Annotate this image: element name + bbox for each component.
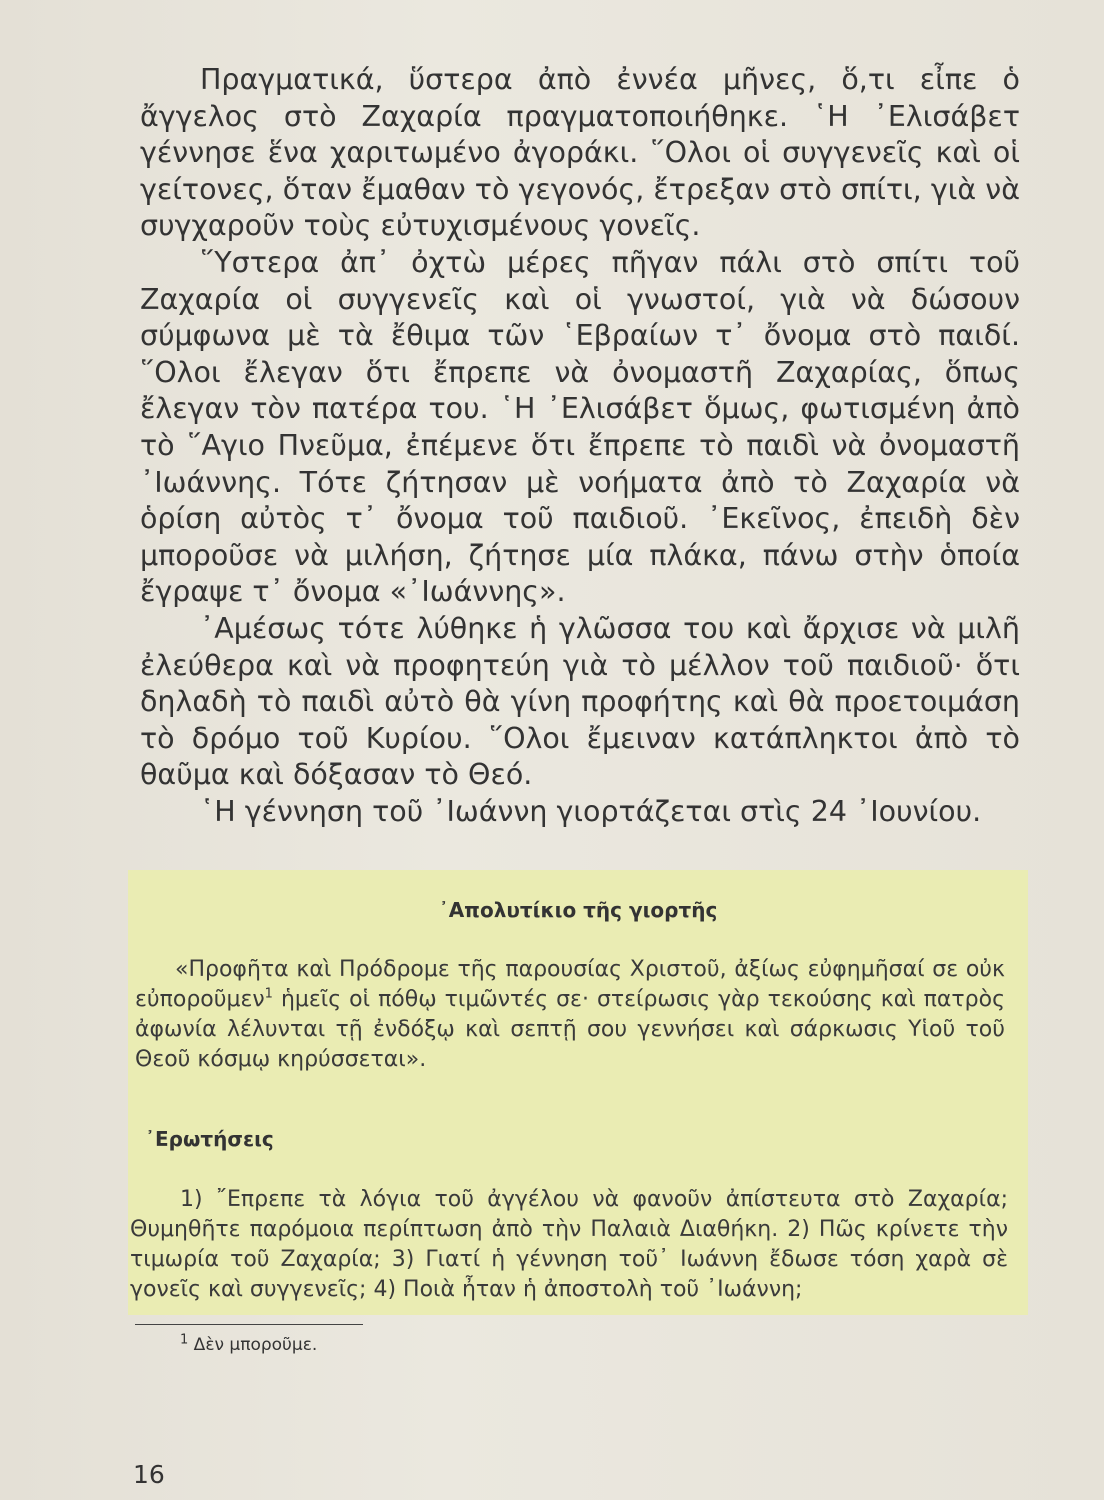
paragraph-feast-date: ῾Η γέννηση τοῦ ᾿Ιωάννη γιορτάζεται στὶς 24 ᾿Ιουνίου. [200,794,982,828]
questions-paragraph: 1) ῎Επρεπε τὰ λόγια τοῦ ἀγγέλου νὰ φανοῦν ἀπίστευτα στὸ Ζαχαρία; Θυμηθῆτε παρόμοια περίπτωση ἀπὸ τὴν Παλαιὰ Διαθήκη. 2) Πῶς κρίνετε τὴν τιμωρία τοῦ Ζαχαρία; 3) Γιατί ἡ γέννηση τοῦ᾿ Ιωάννη ἔδωσε τόση χαρὰ σὲ γονεῖς καὶ συγγενεῖς; 4) Ποιὰ ἦταν ἡ ἀποστολὴ τοῦ ᾿Ιωάννη; [130,1187,1008,1302]
main-text [140,62,1020,830]
page-number: 16 [133,1460,165,1489]
footnote-text: Δὲν μποροῦμε. [188,1335,318,1355]
paragraph-prophecy: ᾿Αμέσως τότε λύθηκε ἡ γλῶσσα του καὶ ἄρχισε νὰ μιλῆ ἐλεύθερα καὶ νὰ προφητεύη γιὰ τὸ μέλλον τοῦ παιδιοῦ· ὅτι δηλαδὴ τὸ παιδὶ αὐτὸ θὰ γίνη προφήτης καὶ θὰ προετοιμάση τὸ δρόμο τοῦ Κυρίου. ῞Ολοι ἔμειναν κατάπληκτοι ἀπὸ τὸ θαῦμα καὶ δόξασαν τὸ Θεό. [140,611,1020,792]
footnote-mark: 1 [180,1332,189,1348]
questions-title: ᾿Ερωτήσεις [145,1127,274,1151]
apolytikion-title: ᾿Απολυτίκιο τῆς γιορτῆς [438,898,718,922]
footnote-divider [135,1324,363,1325]
footnote-reference: 1 [264,986,273,1002]
hymn-part-1: «Προφῆτα καὶ Πρόδρομε τῆς παρουσίας Χριστοῦ, ἀξίως εὐφημῆσαί σε οὐκ εὐποροῦμεν [135,957,1005,1012]
paragraph-birth: Πραγματικά, ὕστερα ἀπὸ ἐννέα μῆνες, ὅ,τι εἶπε ὁ ἄγγελος στὸ Ζαχαρία πραγματοποιήθηκε. ῾Η ᾿Ελισάβετ γέννησε ἕνα χαριτωμένο ἀγοράκι. ῞Ολοι οἱ συγγενεῖς καὶ οἱ γείτονες, ὅταν ἔμαθαν τὸ γεγονός, ἔτρεξαν στὸ σπίτι, γιὰ νὰ συγχαροῦν τοὺς εὐτυχισμένους γονεῖς. [140,63,1020,243]
questions-text [130,1185,1008,1305]
paragraph-naming: ῞Υστερα ἀπ᾿ ὀχτὼ μέρες πῆγαν πάλι στὸ σπίτι τοῦ Ζαχαρία οἱ συγγενεῖς καὶ οἱ γνωστοί, γιὰ νὰ δώσουν σύμφωνα μὲ τὰ ἔθιμα τῶν ῾Εβραίων τ᾿ ὄνομα στὸ παιδί. ῞Ολοι ἔλεγαν ὅτι ἔπρεπε νὰ ὀνομαστῆ Ζαχαρίας, ὅπως ἔλεγαν τὸν πατέρα του. ῾Η ᾿Ελισάβετ ὅμως, φωτισμένη ἀπὸ τὸ ῞Αγιο Πνεῦμα, ἐπέμενε ὅτι ἔπρεπε τὸ παιδὶ νὰ ὀνομαστῆ ᾿Ιωάννης. Τότε ζήτησαν μὲ νοήματα ἀπὸ τὸ Ζαχαρία νὰ ὁρίση αὐτὸς τ᾿ ὄνομα τοῦ παιδιοῦ. ᾿Εκεῖνος, ἐπειδὴ δὲν μποροῦσε νὰ μιλήση, ζήτησε μία πλάκα, πάνω στὴν ὁποία ἔγραψε τ᾿ ὄνομα «᾿Ιωάννης». [140,245,1020,609]
footnote [180,1332,318,1355]
hymn-part-2: ἡμεῖς οἱ πόθῳ τιμῶντές σε· στείρωσις γὰρ τεκούσης καὶ πατρὸς ἀφωνία λέλυνται τῇ ἐνδόξῳ καὶ σεπτῇ σου γεννήσει καὶ σάρκωσις Υἱοῦ τοῦ Θεοῦ κόσμῳ κηρύσσεται». [135,987,1005,1072]
apolytikion-text [135,955,1005,1075]
